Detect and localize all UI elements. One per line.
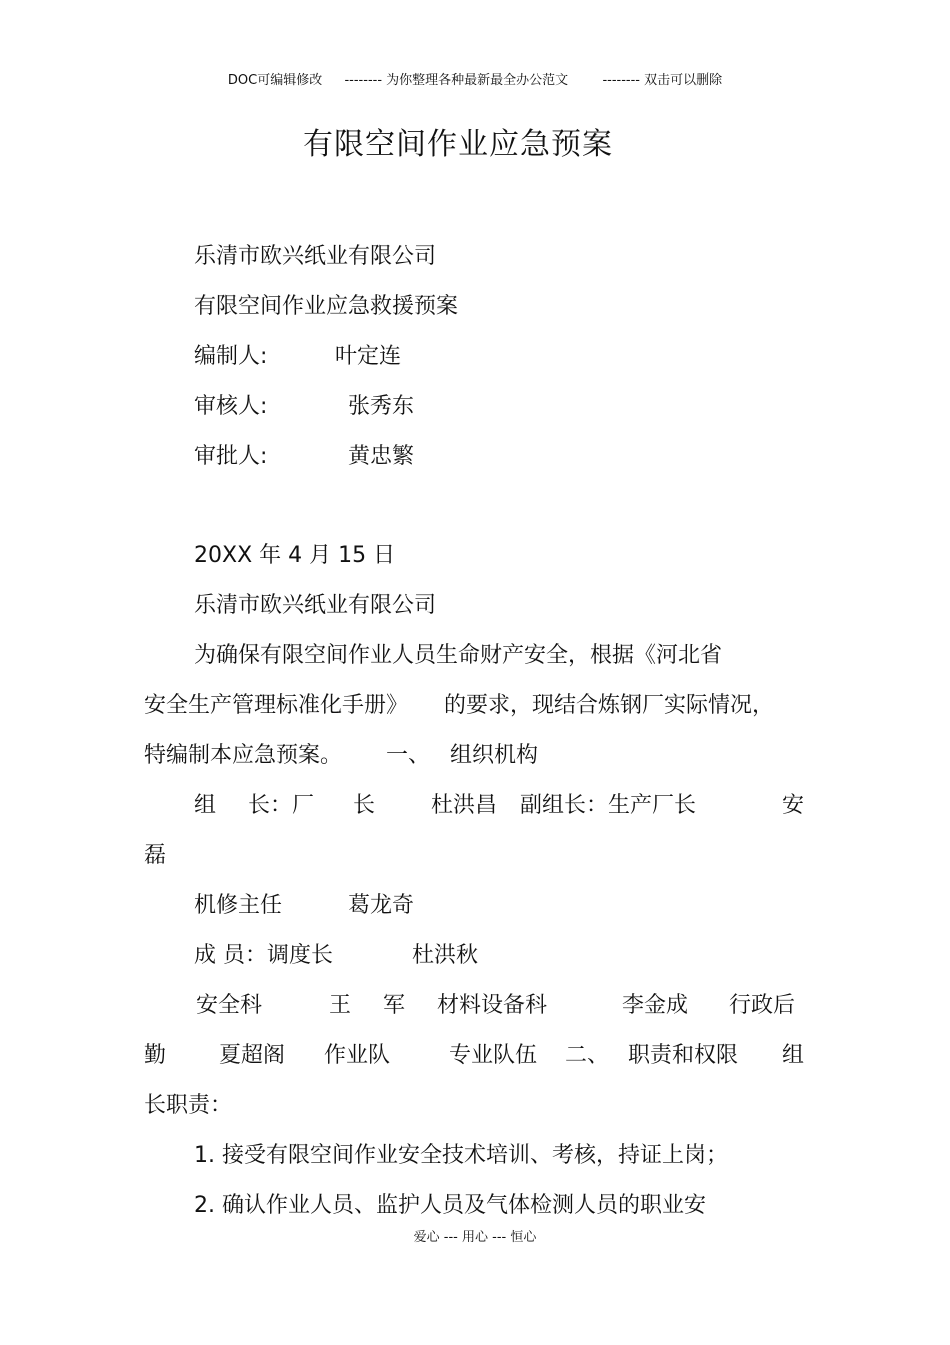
member-row-1f: 行政后 (729, 993, 796, 1018)
document-title: 有限空间作业应急预案 (303, 127, 613, 162)
member-label: 成 员：调度长 (194, 943, 333, 968)
intro-line-2b: 的要求，现结合炼钢厂实际情况， (444, 693, 775, 718)
approver-label: 审批人: (194, 444, 268, 469)
intro-line-2a: 安全生产管理标准化手册》 (144, 693, 409, 718)
member-row-2b: 夏超阁 (219, 1043, 286, 1068)
reviewer-name: 张秀东 (348, 394, 415, 419)
member-row-2g: 组 (782, 1043, 805, 1068)
member-name: 杜洪秋 (412, 943, 479, 968)
member-row-1b: 王 (329, 993, 352, 1018)
deputy-name-b: 磊 (144, 843, 167, 868)
header-middle: -------- 为你整理各种最新最全办公范文 (344, 73, 569, 88)
intro-line-1: 为确保有限空间作业人员生命财产安全，根据《河北省 (194, 643, 723, 668)
member-row-1d: 材料设备科 (437, 993, 548, 1018)
member-row-1a: 安全科 (196, 993, 263, 1018)
company-name: 乐清市欧兴纸业有限公司 (194, 244, 437, 269)
leader-name: 杜洪昌 (431, 793, 498, 818)
page-footer: 爱心 --- 用心 --- 恒心 (413, 1230, 537, 1245)
header-right: -------- 双击可以删除 (602, 73, 723, 88)
editor-name: 叶定连 (335, 344, 402, 369)
deputy-label: 副组长：生产厂长 (520, 793, 697, 818)
repair-role: 机修主任 (194, 893, 283, 918)
section-two-title: 职责和权限 (628, 1043, 739, 1068)
leader-duties-heading: 长职责： (144, 1093, 233, 1118)
section-one-number: 一、 (386, 743, 431, 768)
company-name-2: 乐清市欧兴纸业有限公司 (194, 593, 437, 618)
plan-name: 有限空间作业应急救援预案 (194, 294, 459, 319)
member-row-2d: 专业队伍 (449, 1043, 538, 1068)
duty-item-2: 2. 确认作业人员、监护人员及气体检测人员的职业安 (194, 1193, 706, 1218)
member-row-2c: 作业队 (324, 1043, 391, 1068)
repair-name: 葛龙奇 (348, 893, 415, 918)
section-two-number: 二、 (565, 1043, 610, 1068)
duty-item-1: 1. 接受有限空间作业安全技术培训、考核，持证上岗； (194, 1143, 728, 1168)
header-left: DOC可编辑修改 (227, 73, 323, 88)
deputy-name-a: 安 (782, 793, 805, 818)
section-one-title: 组织机构 (450, 743, 539, 768)
intro-line-3a: 特编制本应急预案。 (144, 743, 343, 768)
page-header (0, 72, 950, 90)
reviewer-label: 审核人: (194, 394, 268, 419)
approver-name: 黄忠繁 (348, 444, 415, 469)
member-row-1c: 军 (383, 993, 406, 1018)
leader-label-a: 组 (194, 793, 217, 818)
member-row-1e: 李金成 (622, 993, 689, 1018)
editor-label: 编制人: (194, 344, 268, 369)
member-row-2a: 勤 (144, 1043, 167, 1068)
leader-label-c: 长 (353, 793, 376, 818)
document-date: 20XX 年 4 月 15 日 (194, 543, 396, 568)
leader-label-b: 长：厂 (248, 793, 315, 818)
